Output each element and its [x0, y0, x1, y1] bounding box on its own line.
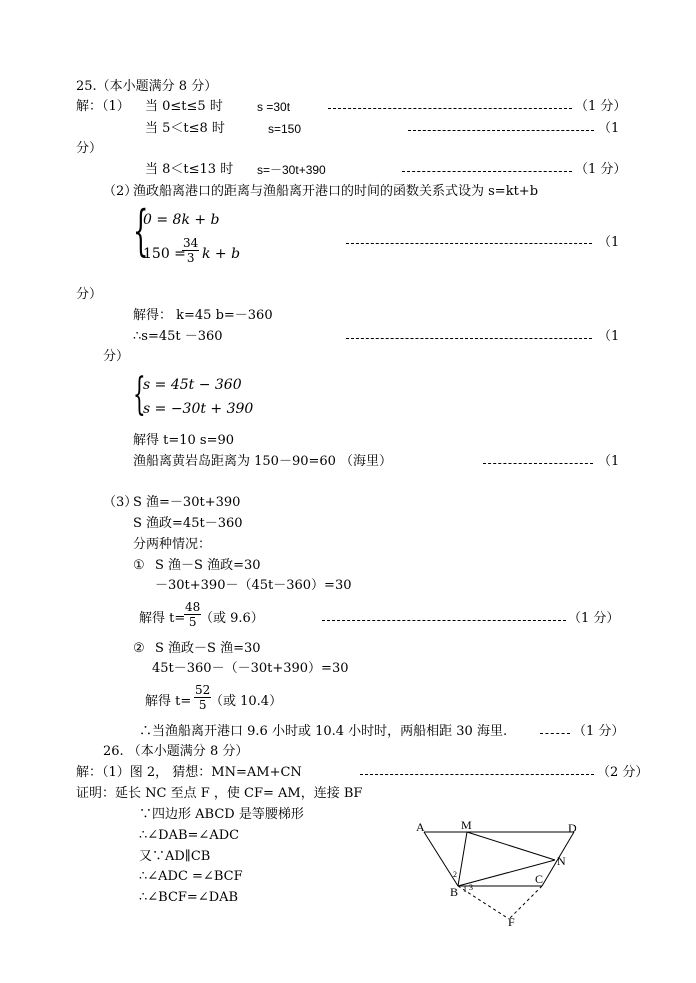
q26-line2: ∴∠DAB=∠ADC: [139, 828, 240, 843]
case2-calc: 45t－360－（－30t+390）=30: [152, 661, 349, 676]
fraction-numerator: 52: [195, 683, 211, 697]
trapezoid-figure: [410, 818, 590, 933]
q26-line4: ∴∠ADC =∠BCF: [139, 869, 243, 884]
case2-solve-prefix: 解得 t=: [145, 694, 192, 709]
angle-label-3: 3: [469, 883, 473, 892]
system-brace: {: [133, 369, 146, 420]
leader-line: [328, 108, 572, 109]
leader-line: [322, 620, 566, 621]
leader-line: [483, 463, 593, 464]
case2-fraction: [194, 683, 211, 712]
system1-mark: （1: [598, 235, 620, 250]
fraction-numerator: 48: [185, 600, 201, 614]
system1-eq2-left: 150 =: [143, 246, 186, 262]
system2-eq2: s = −30t + 390: [143, 401, 254, 417]
q26-guess-mark: （2 分）: [597, 765, 649, 780]
segment-BM: [458, 832, 467, 886]
leader-line: [360, 774, 594, 775]
q25-p2-cond: 当 5＜t≤8 时: [145, 121, 225, 136]
case1-label: ①: [133, 558, 145, 573]
system1-eq1: 0 = 8k + b: [143, 212, 220, 228]
q25-distance-mark: （1: [598, 454, 620, 469]
q26-header: 26. （本小题满分 8 分）: [103, 744, 249, 759]
q25-solve1-mark: （1: [598, 329, 620, 344]
q25-p2-formula: s=150: [268, 122, 302, 136]
angle-label-1: 1: [463, 885, 467, 894]
case1-mark: （1 分）: [568, 611, 620, 626]
system1-mark-cont: 分）: [76, 287, 103, 302]
q25-solve1: 解得： k=45 b=－360: [133, 308, 273, 323]
label-D: D: [568, 821, 577, 835]
q25-solve1-result: ∴s=45t －360: [133, 329, 223, 344]
system2-eq1: s = 45t − 360: [143, 377, 242, 393]
q25-p2-mark-cont: 分）: [76, 141, 103, 156]
system1-fraction: [182, 236, 199, 265]
case1-calc: －30t+390－（45t－360）=30: [155, 578, 352, 593]
q25-p2-mark: （1: [598, 121, 620, 136]
case1-solve-prefix: 解得 t=: [139, 611, 186, 626]
case2-label: ②: [133, 641, 145, 656]
q25-conclusion: ∴当渔船离开港口 9.6 小时或 10.4 小时时，两船相距 30 海里.: [139, 724, 508, 739]
q25-conclusion-mark: （1 分）: [573, 724, 625, 739]
q25-p1-mark: （1 分）: [575, 99, 627, 114]
label-B: B: [450, 885, 459, 899]
case2-eq: S 渔政－S 渔=30: [155, 641, 261, 656]
case1-alt: （或 9.6）: [200, 611, 264, 626]
label-F: F: [508, 915, 515, 929]
case2-alt: （或 10.4）: [210, 694, 283, 709]
q25-s-patrol: S 渔政=45t－360: [133, 516, 243, 531]
q25-part3-label: （3）: [103, 495, 138, 510]
fraction-numerator: 34: [183, 236, 199, 250]
leader-line: [346, 243, 592, 244]
q25-cases: 分两种情况：: [133, 537, 212, 552]
fraction-denominator: 3: [186, 251, 195, 265]
segment-MN: [467, 832, 555, 860]
q25-part2-text: 渔政船离港口的距离与渔船离开港口的时间的函数关系式设为 s=kt+b: [133, 184, 539, 199]
q25-solve1-mark-cont: 分）: [103, 349, 130, 364]
q26-proof-start: 证明：延长 NC 至点 F ，使 CF= AM，连接 BF: [76, 786, 363, 801]
system-brace: {: [133, 199, 149, 262]
q25-p3-formula: s=－30t+390: [257, 163, 326, 177]
label-N: N: [557, 854, 566, 868]
fraction-denominator: 5: [198, 698, 207, 712]
case1-fraction: [184, 600, 201, 629]
case1-eq: S 渔－S 渔政=30: [155, 558, 261, 573]
q26-line1: ∵四边形 ABCD 是等腰梯形: [139, 807, 304, 822]
label-C: C: [535, 872, 544, 886]
q25-solve2: 解得 t=10 s=90: [133, 433, 235, 448]
system1-eq2-right: k + b: [202, 246, 241, 262]
label-M: M: [461, 818, 472, 832]
q25-s-fish: S 渔=－30t+390: [133, 495, 241, 510]
label-A: A: [416, 820, 425, 834]
leader-line: [540, 733, 570, 734]
leader-line: [402, 171, 572, 172]
q26-line3: 又∵AD∥CB: [139, 849, 211, 864]
q25-distance: 渔船离黄岩岛距离为 150－90=60 （海里）: [133, 454, 393, 469]
angle-label-2: 2: [453, 870, 457, 879]
q25-intro: 解：（1）: [76, 99, 130, 114]
q26-guess: 解：（1）图 2， 猜想：MN=AM+CN: [76, 765, 302, 780]
leader-line: [346, 338, 592, 339]
q25-p3-cond: 当 8＜t≤13 时: [145, 162, 234, 177]
q25-header: 25.（本小题满分 8 分）: [76, 79, 218, 94]
fraction-denominator: 5: [188, 615, 197, 629]
q25-p3-mark: （1 分）: [575, 162, 627, 177]
leader-line: [408, 130, 594, 131]
q25-p1-cond: 当 0≤t≤5 时: [145, 99, 223, 114]
q25-part2-label: （2）: [103, 184, 138, 199]
q25-p1-formula: s =30t: [257, 100, 291, 114]
q26-line5: ∴∠BCF=∠DAB: [139, 890, 239, 905]
